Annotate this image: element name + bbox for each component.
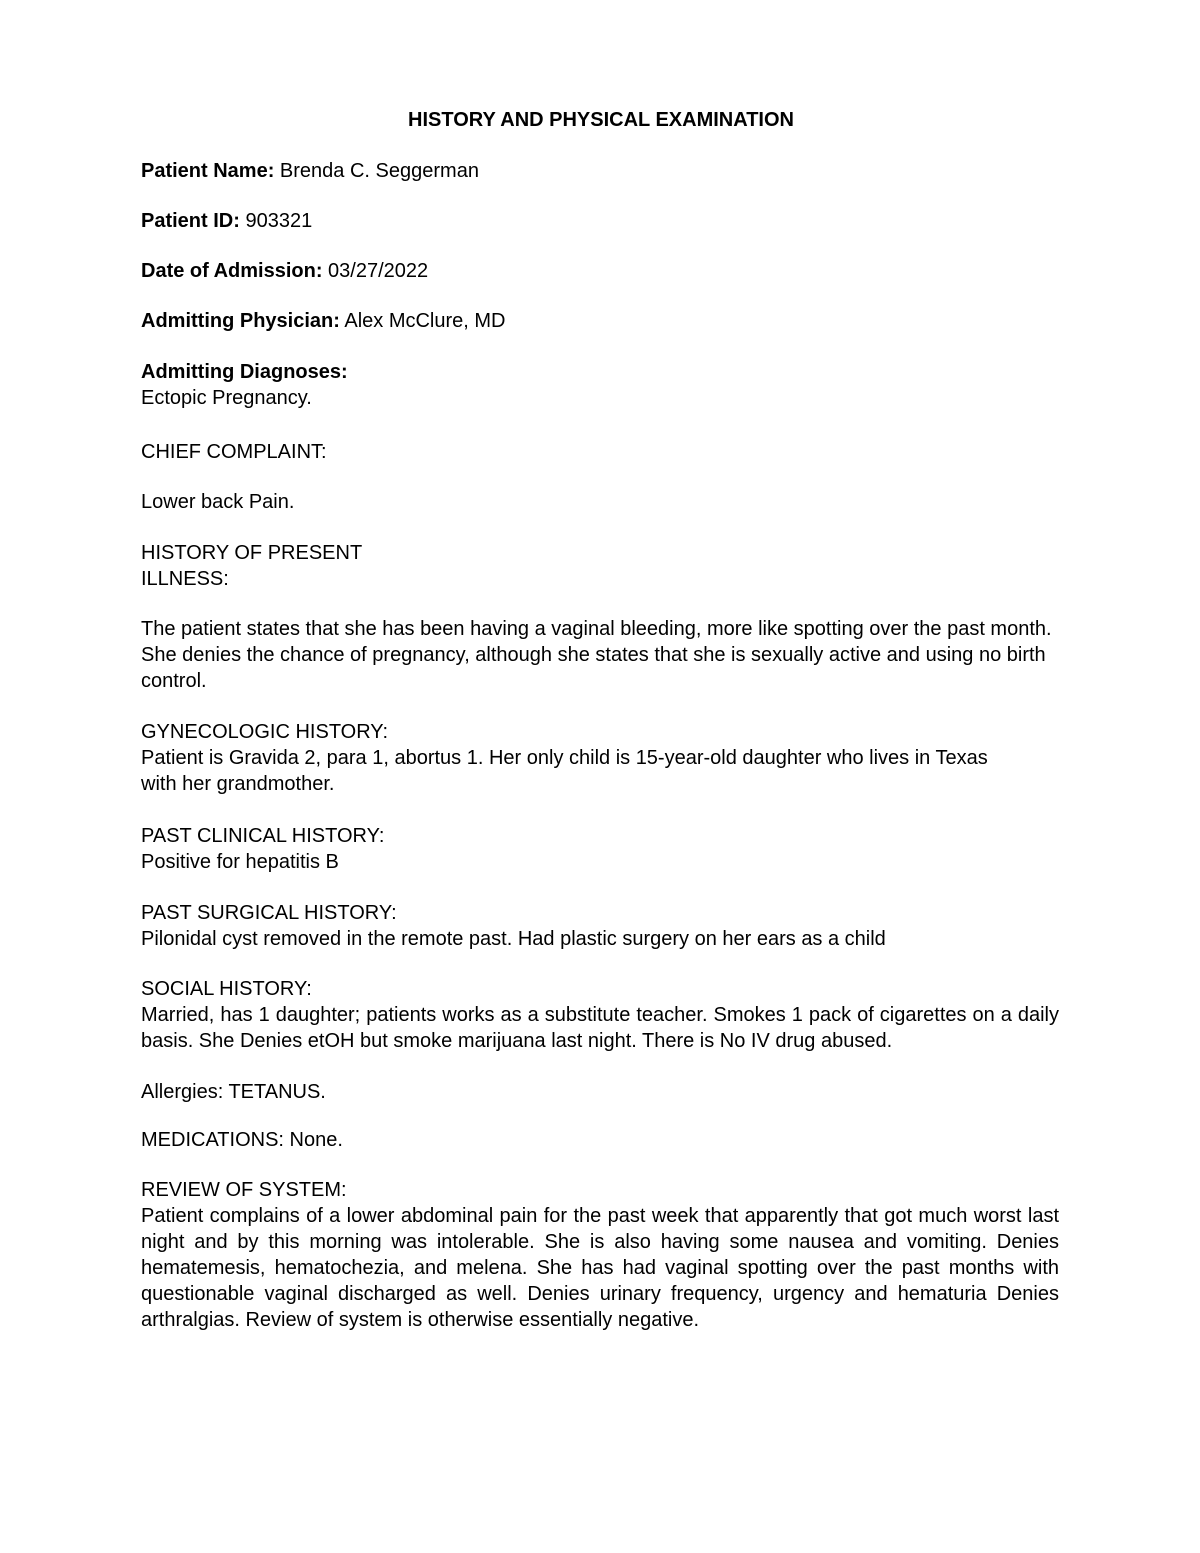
patient-name-row [141, 158, 479, 184]
document-title: HISTORY AND PHYSICAL EXAMINATION [408, 109, 794, 131]
past-clinical-history-text: Positive for hepatitis B [141, 851, 339, 873]
past-clinical-history-heading: PAST CLINICAL HISTORY: [141, 825, 385, 847]
admission-date-label: Date of Admission: [141, 260, 323, 282]
hpi-heading-line2: ILLNESS: [141, 568, 229, 590]
hpi-heading-line1: HISTORY OF PRESENT [141, 542, 363, 564]
admitting-diagnoses-value: Ectopic Pregnancy. [141, 387, 312, 409]
patient-name-label: Patient Name: [141, 160, 275, 182]
chief-complaint-heading: CHIEF COMPLAINT: [141, 441, 327, 463]
social-history-text: Married, has 1 daughter; patients works as a substitute teacher. Smokes 1 pack of cigarettes on a daily basis. She Denies etOH but smoke marijuana last night. There is No IV drug abused. [141, 1004, 1059, 1052]
gynecologic-history-text: Patient is Gravida 2, para 1, abortus 1. Her only child is 15-year-old daughter who lives in Texas with her grandmother. [141, 747, 988, 795]
past-surgical-history-text: Pilonidal cyst removed in the remote past. Had plastic surgery on her ears as a child [141, 928, 886, 950]
document-page [141, 0, 1061, 1553]
patient-id-value: 903321 [239, 210, 313, 232]
past-surgical-history-heading: PAST SURGICAL HISTORY: [141, 902, 397, 924]
medications-text: MEDICATIONS: None. [141, 1129, 343, 1151]
review-of-system-heading: REVIEW OF SYSTEM: [141, 1179, 347, 1201]
admitting-physician-row [141, 308, 506, 334]
admitting-diagnoses-label: Admitting Diagnoses: [141, 361, 348, 383]
admitting-physician-value: Alex McClure, MD [339, 310, 506, 332]
hpi-text: The patient states that she has been having a vaginal bleeding, more like spotting over the past month. She denies the chance of pregnancy, although she states that she is sexually active and using no birth control. [141, 618, 1052, 692]
gynecologic-history-heading: GYNECOLOGIC HISTORY: [141, 721, 389, 743]
review-of-system-text: Patient complains of a lower abdominal pain for the past week that apparently that got much worst last night and by this morning was intolerable. She is also having some nausea and vomiting. Denies hematemesis, hematochezia, and melena. She has had vaginal spotting over the past months with questionable vaginal discharged as well. Denies urinary frequency, urgency and hematuria Denies arthralgias. Review of system is otherwise essentially negative. [141, 1205, 1059, 1331]
allergies-text: Allergies: TETANUS. [141, 1081, 326, 1103]
admission-date-value: 03/27/2022 [322, 260, 429, 282]
admission-date-row [141, 258, 428, 284]
admitting-physician-label: Admitting Physician: [141, 310, 340, 332]
patient-id-label: Patient ID: [141, 210, 240, 232]
social-history-heading: SOCIAL HISTORY: [141, 978, 312, 1000]
chief-complaint-text: Lower back Pain. [141, 491, 295, 513]
patient-id-row [141, 208, 312, 234]
patient-name-value: Brenda C. Seggerman [274, 160, 479, 182]
